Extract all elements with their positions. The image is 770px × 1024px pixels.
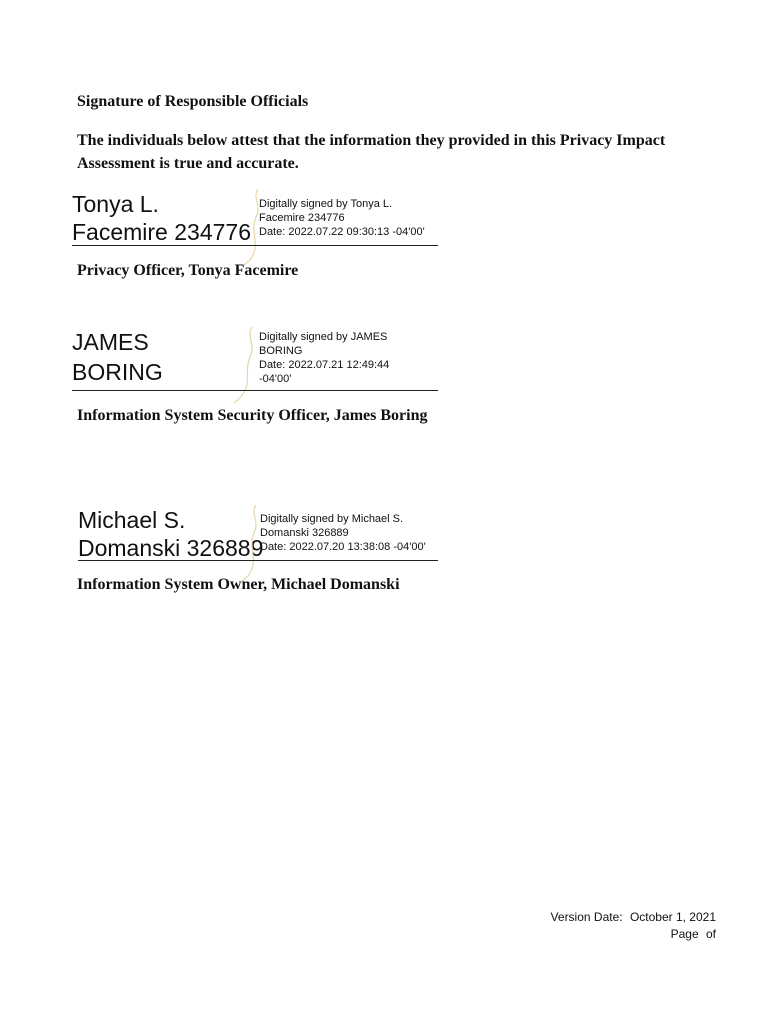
- attestation-statement: The individuals below attest that the information they provided in this Privacy Impact Assessment is true and accurate.: [77, 132, 666, 172]
- digital-signature-details: [260, 512, 426, 554]
- signature-block-system-owner[interactable]: [72, 505, 438, 565]
- page-of-label: of: [705, 927, 716, 941]
- section-heading: Signature of Responsible Officials: [77, 93, 309, 110]
- signature-block-privacy-officer[interactable]: [72, 189, 438, 249]
- signer-name-line-1: Michael S.: [78, 507, 186, 533]
- detail-line: Domanski 326889: [260, 527, 349, 539]
- signature-block-isso[interactable]: [72, 325, 438, 395]
- detail-line: Digitally signed by JAMES: [259, 331, 388, 343]
- signer-name-line-1: JAMES: [72, 329, 149, 355]
- signature-mark-icon: [232, 325, 262, 405]
- signer-name-line-2: Domanski 326889: [78, 535, 264, 561]
- page-footer: [551, 909, 716, 943]
- detail-line: Digitally signed by Michael S.: [260, 513, 404, 525]
- detail-line: BORING: [259, 345, 303, 357]
- signature-line: [72, 245, 438, 246]
- detail-line: Date: 2022.07.21 12:49:44: [259, 359, 390, 371]
- signer-role: Information System Owner, Michael Domanski: [77, 576, 400, 593]
- signer-role: Information System Security Officer, James Boring: [77, 407, 428, 424]
- detail-line: Date: 2022.07.22 09:30:13 -04'00': [259, 226, 425, 238]
- detail-line: Digitally signed by Tonya L.: [259, 198, 393, 210]
- detail-line: Date: 2022.07.20 13:38:08 -04'00': [260, 541, 426, 553]
- detail-line: -04'00': [259, 373, 292, 385]
- detail-line: Facemire 234776: [259, 212, 345, 224]
- page-number-line: [551, 926, 716, 943]
- digital-signature-details: [259, 197, 425, 239]
- version-date-line: [551, 909, 716, 926]
- page-label: Page: [670, 927, 699, 941]
- version-label: Version Date:: [550, 910, 623, 924]
- signer-name-line-1: Tonya L.: [72, 191, 159, 217]
- signer-name-line-2: Facemire 234776: [72, 219, 251, 245]
- signature-line: [72, 390, 438, 391]
- signer-name-line-2: BORING: [72, 359, 163, 385]
- digital-signature-details: [259, 330, 389, 386]
- signature-line: [78, 560, 438, 561]
- version-date: October 1, 2021: [629, 910, 716, 924]
- signer-role: Privacy Officer, Tonya Facemire: [77, 262, 299, 279]
